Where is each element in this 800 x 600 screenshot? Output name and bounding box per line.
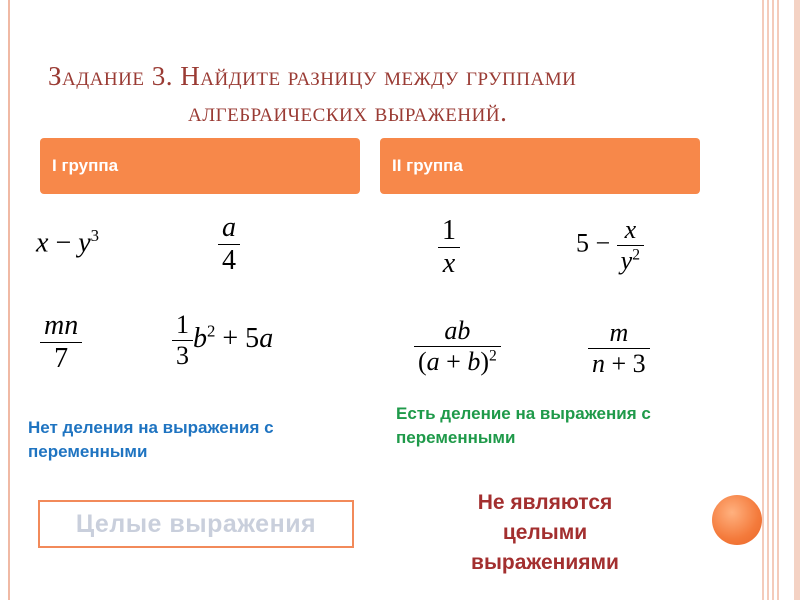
slide-left-border [8,0,10,600]
slide-title [48,58,608,130]
title-line-2: алгебраических выражений. [188,97,508,127]
expr-mn-over-7: $\frac{mn}{7}$ [40,310,82,375]
expr-5-minus-x-over-y-squared: 5 − $\frac{x}{y^2}$ [576,215,644,276]
decorative-orange-circle [712,495,762,545]
group-1-header: I группа [40,138,360,194]
title-line-1: Задание 3. Найдите разницу между группами [48,61,577,91]
result-integer-expressions: Целые выражения [38,500,354,548]
expr-m-over-n-plus-3: $\frac{m}{n + 3}$ [588,318,650,379]
expr-1-over-x: $\frac{1}{x}$ [438,215,460,280]
slide-right-edge [794,0,800,600]
slide-right-stripes [762,0,782,600]
result-not-integer-expressions: Не являются целыми выражениями [471,491,619,574]
expr-third-b-squared-plus-5a: $\frac{1}{3}$ $b^2 + 5a$ [172,310,273,371]
group-1-description: Нет деления на выражения с переменными [28,418,274,461]
expr-ab-over-a-plus-b-squared: $\frac{ab}{(a + b)^2}$ [414,316,501,377]
expr-a-over-4: $\frac{a}{4}$ [218,212,240,277]
expr-x-minus-y-cubed: $x - y^3$ [36,226,100,259]
group-2-header: II группа [380,138,700,194]
group-2-description: Есть деление на выражения с переменными [396,404,651,447]
